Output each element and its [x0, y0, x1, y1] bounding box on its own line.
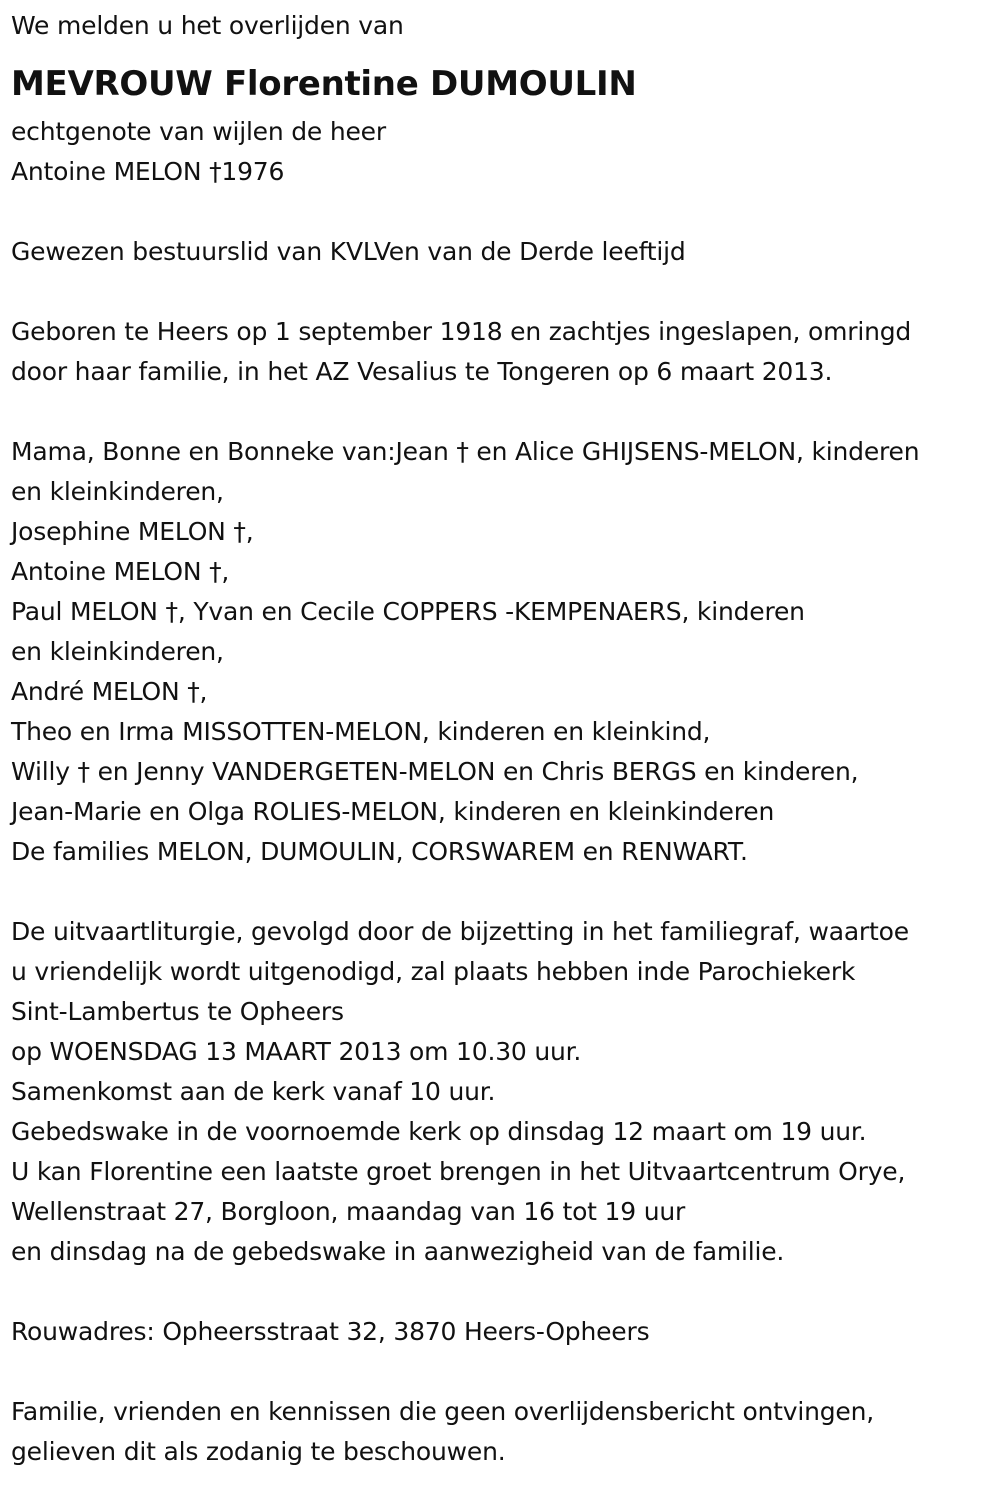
- intro-text: We melden u het overlijden van: [11, 11, 404, 40]
- funeral-details: [11, 912, 990, 1272]
- spacer: [11, 872, 990, 912]
- family-line: en kleinkinderen,: [11, 637, 224, 666]
- funeral-line: op WOENSDAG 13 MAART 2013 om 10.30 uur.: [11, 1037, 582, 1066]
- funeral-line: Sint-Lambertus te Opheers: [11, 997, 344, 1026]
- funeral-line: Samenkomst aan de kerk vanaf 10 uur.: [11, 1077, 496, 1106]
- family-line: Jean-Marie en Olga ROLIES-MELON, kinderen en kleinkinderen: [11, 797, 775, 826]
- closing-line: gelieven dit als zodanig te beschouwen.: [11, 1437, 506, 1466]
- funeral-line: Wellenstraat 27, Borgloon, maandag van 16 tot 19 uur: [11, 1197, 686, 1226]
- closing-line: Familie, vrienden en kennissen die geen overlijdensbericht ontvingen,: [11, 1397, 875, 1426]
- family-line: en kleinkinderen,: [11, 477, 224, 506]
- family-line: Theo en Irma MISSOTTEN-MELON, kinderen en kleinkind,: [11, 717, 711, 746]
- funeral-line: Gebedswake in de voornoemde kerk op dinsdag 12 maart om 19 uur.: [11, 1117, 867, 1146]
- family-list: [11, 432, 990, 872]
- family-line: Josephine MELON †,: [11, 517, 254, 546]
- mourning-address: Rouwadres: Opheersstraat 32, 3870 Heers-Opheers: [11, 1317, 650, 1346]
- family-line: Mama, Bonne en Bonneke van:Jean † en Alice GHIJSENS-MELON, kinderen: [11, 437, 920, 466]
- funeral-line: en dinsdag na de gebedswake in aanwezigheid van de familie.: [11, 1237, 785, 1266]
- paragraph-line: door haar familie, in het AZ Vesalius te Tongeren op 6 maart 2013.: [11, 357, 833, 386]
- role-text: Gewezen bestuurslid van KVLVen van de Derde leeftijd: [11, 237, 686, 266]
- family-line: Paul MELON †, Yvan en Cecile COPPERS -KEMPENAERS, kinderen: [11, 597, 805, 626]
- deceased-name: MEVROUW Florentine DUMOULIN: [11, 64, 637, 104]
- paragraph-line: Geboren te Heers op 1 september 1918 en zachtjes ingeslapen, omringd: [11, 317, 912, 346]
- family-line: Willy † en Jenny VANDERGETEN-MELON en Chris BERGS en kinderen,: [11, 757, 859, 786]
- family-line: Antoine MELON †,: [11, 557, 230, 586]
- funeral-line: De uitvaartliturgie, gevolgd door de bijzetting in het familiegraf, waartoe: [11, 917, 909, 946]
- spouse-line-1: echtgenote van wijlen de heer: [11, 117, 386, 146]
- spacer: [11, 272, 990, 312]
- spacer: [11, 1352, 990, 1392]
- closing-paragraph: [11, 1392, 990, 1472]
- spouse-line-2: Antoine MELON †1976: [11, 157, 285, 186]
- family-line: De families MELON, DUMOULIN, CORSWAREM en RENWART.: [11, 837, 748, 866]
- funeral-line: U kan Florentine een laatste groet brengen in het Uitvaartcentrum Orye,: [11, 1157, 906, 1186]
- spacer: [11, 392, 990, 432]
- funeral-line: u vriendelijk wordt uitgenodigd, zal plaats hebben inde Parochiekerk: [11, 957, 856, 986]
- family-line: André MELON †,: [11, 677, 208, 706]
- spacer: [11, 1272, 990, 1312]
- spacer: [11, 192, 990, 232]
- birth-death-paragraph: [11, 312, 990, 392]
